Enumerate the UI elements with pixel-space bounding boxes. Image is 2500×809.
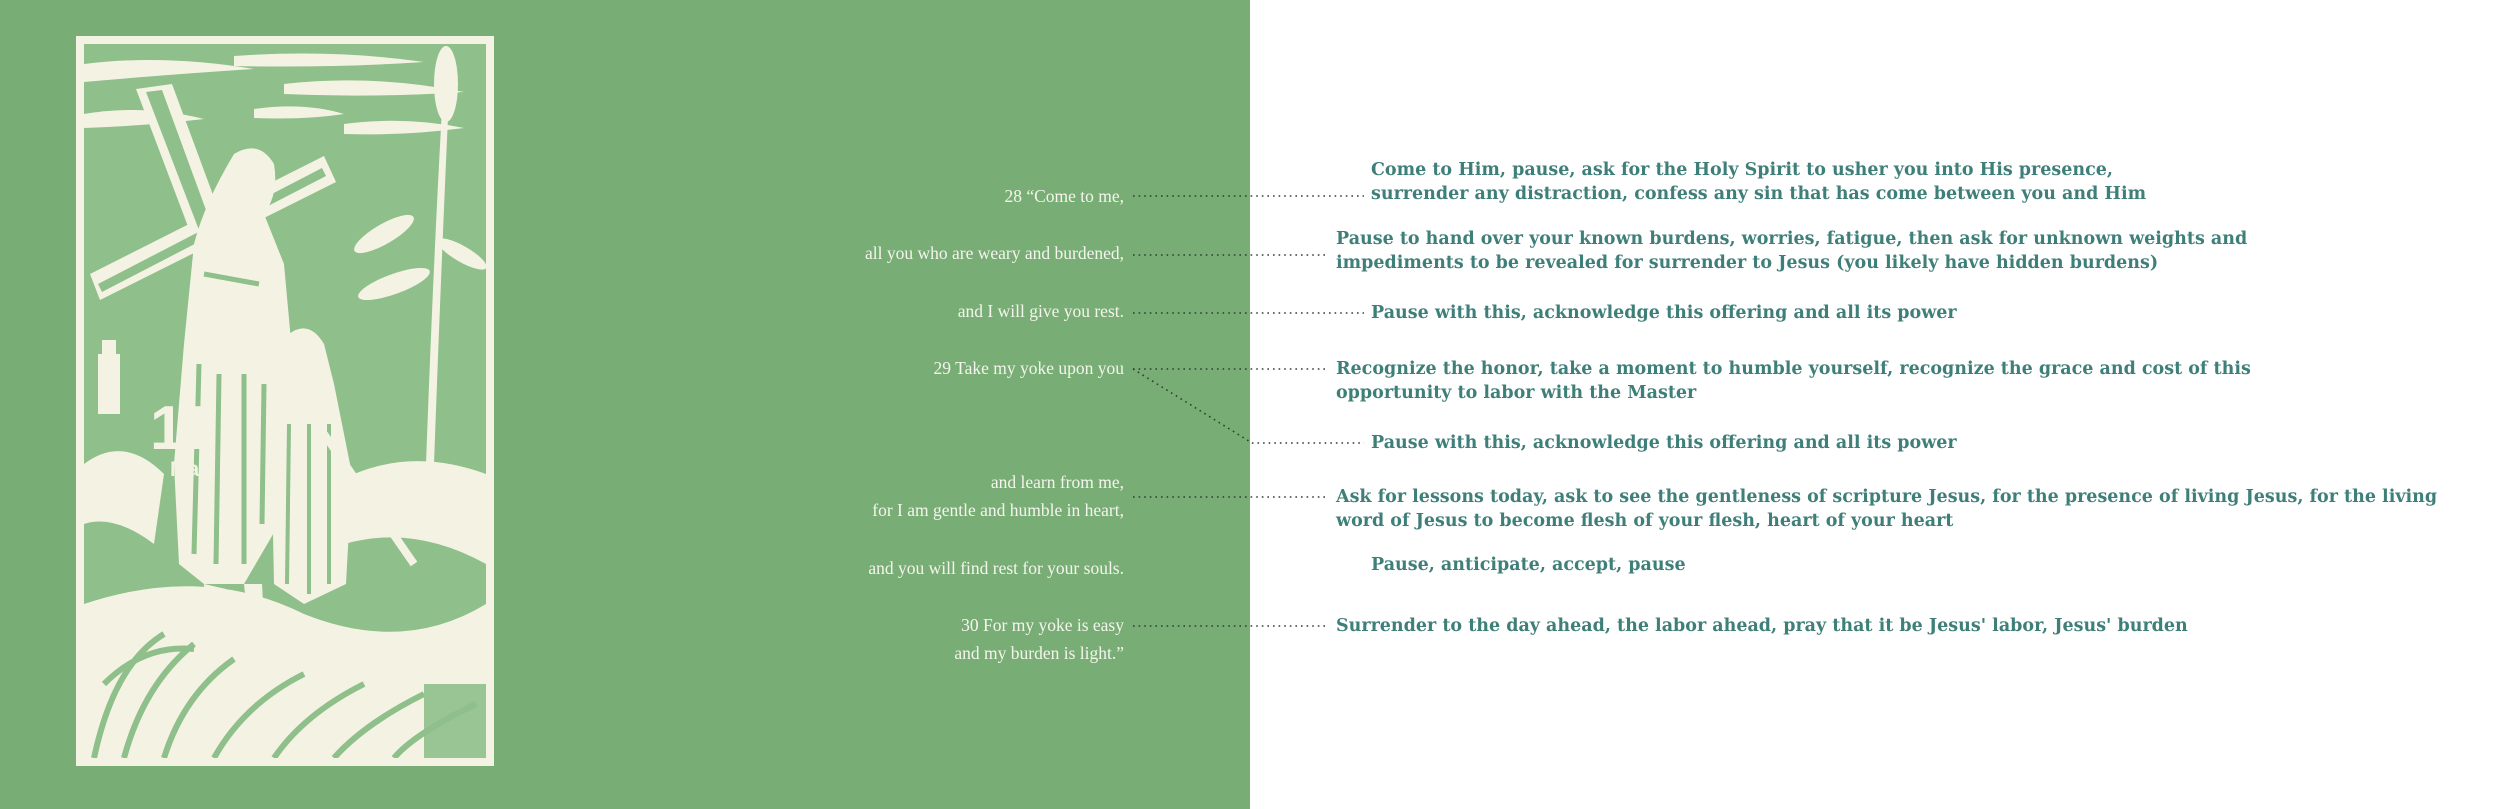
verse-28-c: and I will give you rest. — [957, 301, 1124, 321]
note-8: Surrender to the day ahead, the labor ahead, pray that it be Jesus' labor, Jesus' burden — [1336, 616, 2188, 636]
note-5: Pause with this, acknowledge this offering and all its power — [1371, 433, 1957, 453]
note-4: Recognize the honor, take a moment to humble yourself, recognize the grace and cost of this opportunity to labor with the Master — [1336, 359, 2251, 403]
chapter-number: 11 — [150, 394, 210, 463]
verse-28-a: 28 “Come to me, — [1004, 186, 1124, 206]
verse-28-b: all you who are weary and burdened, — [865, 243, 1124, 263]
book-abbreviation: Matt — [170, 458, 214, 481]
note-3: Pause with this, acknowledge this offering and all its power — [1371, 303, 1957, 323]
verse-30: 30 For my yoke is easy and my burden is light.” — [954, 615, 1124, 663]
verse-29-a: 29 Take my yoke upon you — [933, 358, 1124, 378]
verse-29-c: and you will find rest for your souls. — [868, 558, 1124, 578]
connector-5 — [1133, 369, 1364, 443]
note-1: Come to Him, pause, ask for the Holy Spirit to usher you into His presence, surrender any distraction, confess any sin that has come between you and Him — [1371, 160, 2147, 204]
note-6: Ask for lessons today, ask to see the gentleness of scripture Jesus, for the presence of living Jesus, for the living word of Jesus to become flesh of your flesh, heart of your heart — [1336, 487, 2438, 531]
note-2: Pause to hand over your known burdens, worries, fatigue, then ask for unknown weights and impediments to be revealed for surrender to Jesus (you likely have hidden burdens) — [1336, 229, 2248, 273]
note-7: Pause, anticipate, accept, pause — [1371, 555, 1686, 575]
verse-29-b: and learn from me, for I am gentle and humble in heart, — [872, 472, 1124, 520]
